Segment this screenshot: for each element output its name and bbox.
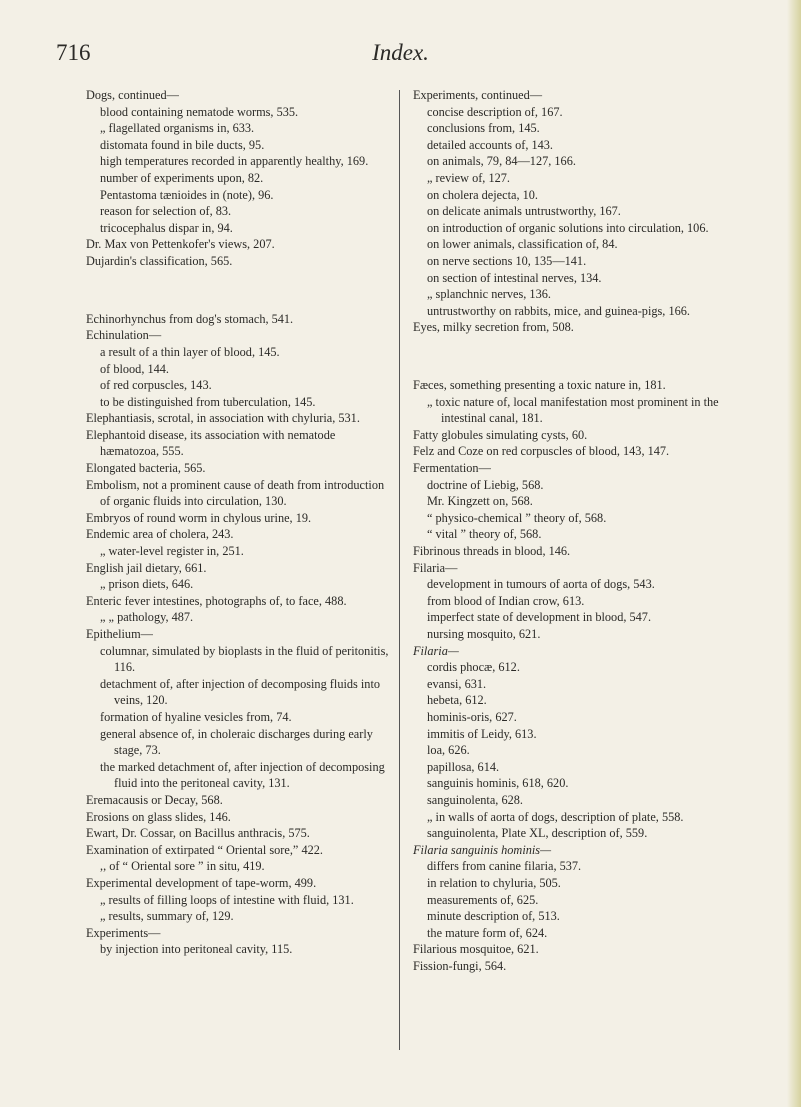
index-heading: Experimental development of tape-worm, 499. <box>86 875 317 890</box>
index-subentry: cordis phocæ, 612. <box>427 660 520 675</box>
index-subentry: tricocephalus dispar in, 94. <box>100 220 233 235</box>
index-subentry: conclusions from, 145. <box>427 121 540 136</box>
index-subentry: measurements of, 625. <box>427 892 539 907</box>
index-subentry: „ in walls of aorta of dogs, description of plate, 558. <box>427 809 684 824</box>
index-subentry: development in tumours of aorta of dogs, 543. <box>427 577 655 592</box>
index-subentry: from blood of Indian crow, 613. <box>427 593 585 608</box>
index-subentry: „ flagellated organisms in, 633. <box>100 121 255 136</box>
index-subentry: immitis of Leidy, 613. <box>427 726 537 741</box>
index-subentry: „ splanchnic nerves, 136. <box>427 287 551 302</box>
index-heading: Elephantiasis, scrotal, in association with chyluria, 531. <box>86 411 360 426</box>
index-heading: Enteric fever intestines, photographs of, to face, 488. <box>86 593 347 608</box>
index-subentry: hebeta, 612. <box>427 693 487 708</box>
index-subentry: formation of hyaline vesicles from, 74. <box>100 709 292 724</box>
index-heading: Experiments, continued— <box>413 88 543 102</box>
page-header <box>0 38 801 72</box>
index-subentry: on introduction of organic solutions into circulation, 106. <box>427 220 709 235</box>
index-heading: Dr. Max von Pettenkofer's views, 207. <box>86 237 275 252</box>
index-heading: Fæces, something presenting a toxic nature in, 181. <box>413 378 666 393</box>
index-heading: Erosions on glass slides, 146. <box>86 809 231 824</box>
index-heading: Filaria— <box>413 560 458 575</box>
index-subentry: on cholera dejecta, 10. <box>427 187 538 202</box>
index-subentry: on delicate animals untrustworthy, 167. <box>427 204 621 219</box>
column-divider <box>399 90 400 1050</box>
index-subentry: general absence of, in choleraic discharges during early stage, 73. <box>100 726 373 758</box>
index-heading: Fermentation— <box>413 461 491 476</box>
index-subentry: „ water-level register in, 251. <box>100 544 244 559</box>
index-subentry: blood containing nematode worms, 535. <box>100 104 299 119</box>
index-subentry: by injection into peritoneal cavity, 115. <box>100 942 293 957</box>
index-subentry: „ „ pathology, 487. <box>100 610 194 625</box>
index-subentry: the marked detachment of, after injection of decomposing fluid into the peritoneal cavity, 131. <box>100 759 385 791</box>
index-heading: Ewart, Dr. Cossar, on Bacillus anthracis, 575. <box>86 826 310 841</box>
section-gap <box>86 282 396 299</box>
index-subentry: on nerve sections 10, 135—141. <box>427 253 587 268</box>
index-column-left <box>86 87 396 958</box>
index-subentry: nursing mosquito, 621. <box>427 627 541 641</box>
index-heading: English jail dietary, 661. <box>86 560 207 575</box>
index-subentry: imperfect state of development in blood, 547. <box>427 610 652 625</box>
index-heading: Filaria sanguinis hominis— <box>413 842 552 857</box>
index-heading: Eremacausis or Decay, 568. <box>86 792 223 807</box>
index-subentry: differs from canine filaria, 537. <box>427 859 582 874</box>
index-subentry: to be distinguished from tuberculation, 145. <box>100 394 316 409</box>
index-heading: Fatty globules simulating cysts, 60. <box>413 427 588 442</box>
index-column-right <box>413 87 731 974</box>
index-subentry: the mature form of, 624. <box>427 925 548 940</box>
index-subentry: reason for selection of, 83. <box>100 204 232 219</box>
index-heading: Fibrinous threads in blood, 146. <box>413 544 571 559</box>
index-heading: Embryos of round worm in chylous urine, 19. <box>86 510 312 525</box>
section-gap <box>413 348 731 365</box>
index-subentry: minute description of, 513. <box>427 909 560 924</box>
index-subentry: sanguinis hominis, 618, 620. <box>427 776 569 791</box>
page-edge <box>787 0 801 1107</box>
index-heading: Dujardin's classification, 565. <box>86 253 233 268</box>
index-subentry: detailed accounts of, 143. <box>427 137 554 152</box>
index-heading: Fission-fungi, 564. <box>413 958 507 973</box>
index-subentry: number of experiments upon, 82. <box>100 170 264 185</box>
index-subentry: of blood, 144. <box>100 361 169 376</box>
index-subentry: doctrine of Liebig, 568. <box>427 477 544 492</box>
index-heading: Elephantoid disease, its association with nematode hæmatozoa, 555. <box>86 427 336 459</box>
index-subentry: sanguinolenta, Plate XL, description of, 559. <box>427 826 648 841</box>
index-subentry: „ review of, 127. <box>427 170 510 185</box>
index-heading: Endemic area of cholera, 243. <box>86 527 234 542</box>
index-heading: Examination of extirpated “ Oriental sore,” 422. <box>86 842 323 857</box>
index-subentry: in relation to chyluria, 505. <box>427 875 561 890</box>
index-subentry: “ vital ” theory of, 568. <box>427 527 542 542</box>
index-subentry: columnar, simulated by bioplasts in the fluid of peritonitis, 116. <box>100 643 389 675</box>
index-subentry: high temperatures recorded in apparently healthy, 169. <box>100 154 369 169</box>
index-subentry: Pentastoma tænioides in (note), 96. <box>100 187 274 202</box>
index-subentry: “ physico-chemical ” theory of, 568. <box>427 510 607 525</box>
page-title: Index. <box>372 40 429 65</box>
index-heading: Filarious mosquitoe, 621. <box>413 942 539 957</box>
index-subentry: on animals, 79, 84—127, 166. <box>427 154 576 169</box>
index-subentry: concise description of, 167. <box>427 104 563 119</box>
index-heading: Echinulation— <box>86 328 162 343</box>
index-subentry: a result of a thin layer of blood, 145. <box>100 344 280 359</box>
index-heading: Experiments— <box>86 925 161 940</box>
index-subentry: „ results, summary of, 129. <box>100 909 234 924</box>
index-heading: Felz and Coze on red corpuscles of blood, 143, 147. <box>413 444 670 459</box>
index-subentry: „ prison diets, 646. <box>100 577 194 592</box>
index-heading: Dogs, continued— <box>86 88 179 102</box>
index-subentry: papillosa, 614. <box>427 759 500 774</box>
index-subentry: of red corpuscles, 143. <box>100 378 212 393</box>
index-subentry: loa, 626. <box>427 743 470 758</box>
index-subentry: hominis-oris, 627. <box>427 709 517 724</box>
index-subentry: „ toxic nature of, local manifestation most prominent in the intestinal canal, 181. <box>427 394 719 426</box>
index-subentry: distomata found in bile ducts, 95. <box>100 137 265 152</box>
index-heading: Eyes, milky secretion from, 508. <box>413 320 574 335</box>
page-number: 716 <box>56 40 91 65</box>
index-subentry: sanguinolenta, 628. <box>427 792 523 807</box>
index-subentry: on section of intestinal nerves, 134. <box>427 270 602 285</box>
index-heading: Echinorhynchus from dog's stomach, 541. <box>86 311 294 326</box>
index-subentry: detachment of, after injection of decomposing fluids into veins, 120. <box>100 676 381 708</box>
index-heading: Epithelium— <box>86 627 153 641</box>
index-subentry: Mr. Kingzett on, 568. <box>427 494 533 509</box>
index-heading: Embolism, not a prominent cause of death from introduction of organic fluids into circulation, 130. <box>86 477 385 509</box>
index-subentry: ,, of “ Oriental sore ” in situ, 419. <box>100 859 265 874</box>
index-subentry: „ results of filling loops of intestine with fluid, 131. <box>100 892 354 907</box>
index-heading: Elongated bacteria, 565. <box>86 461 206 476</box>
index-heading: Filaria— <box>413 643 459 658</box>
index-subentry: evansi, 631. <box>427 676 487 691</box>
index-subentry: untrustworthy on rabbits, mice, and guinea-pigs, 166. <box>427 303 690 318</box>
index-subentry: on lower animals, classification of, 84. <box>427 237 618 252</box>
